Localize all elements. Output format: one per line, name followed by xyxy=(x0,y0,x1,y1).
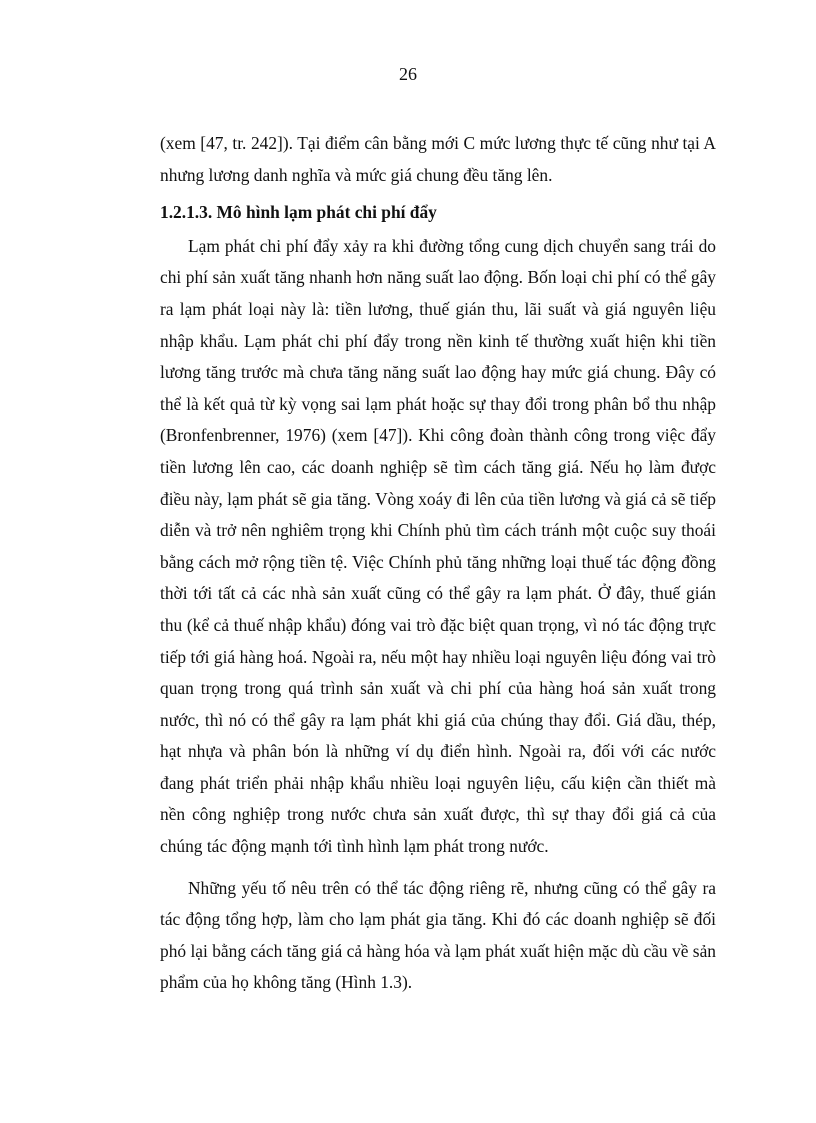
paragraph-continuation: (xem [47, tr. 242]). Tại điểm cân bằng mới C mức lương thực tế cũng như tại A nhưng lương danh nghĩa và mức giá chung đều tăng lên. xyxy=(160,133,716,185)
page-body xyxy=(160,128,716,999)
page-number: 26 xyxy=(399,64,417,84)
paragraph-cost-push: Lạm phát chi phí đẩy xảy ra khi đường tổng cung dịch chuyển sang trái do chi phí sản xuất tăng nhanh hơn năng suất lao động. Bốn loại chi phí có thể gây ra lạm phát loại này là: tiền lương, thuế gián thu, lãi suất và giá nguyên liệu nhập khẩu. Lạm phát chi phí đẩy trong nền kinh tế thường xuất hiện khi tiền lương tăng trước mà chưa tăng năng suất lao động hay mức giá chung. Đây có thể là kết quả từ kỳ vọng sai lạm phát hoặc sự thay đổi trong phân bổ thu nhập (Bronfenbrenner, 1976) (xem [47]). Khi công đoàn thành công trong việc đẩy tiền lương lên cao, các doanh nghiệp sẽ tìm cách tăng giá. Nếu họ làm được điều này, lạm phát sẽ gia tăng. Vòng xoáy đi lên của tiền lương và giá cả sẽ tiếp diễn và trở nên nghiêm trọng khi Chính phủ tìm cách tránh một cuộc suy thoái bằng cách mở rộng tiền tệ. Việc Chính phủ tăng những loại thuế tác động đồng thời tới tất cả các nhà sản xuất cũng có thể gây ra lạm phát. Ở đây, thuế gián thu (kể cả thuế nhập khẩu) đóng vai trò đặc biệt quan trọng, vì nó tác động trực tiếp tới giá hàng hoá. Ngoài ra, nếu một hay nhiều loại nguyên liệu đóng vai trò quan trọng trong quá trình sản xuất và chi phí của hàng hoá sản xuất trong nước, thì nó có thể gây ra lạm phát khi giá của chúng thay đổi. Giá dầu, thép, hạt nhựa và phân bón là những ví dụ điển hình. Ngoài ra, đối với các nước đang phát triển phải nhập khẩu nhiều loại nguyên liệu, cấu kiện cần thiết mà nền công nghiệp trong nước chưa sản xuất được, thì sự thay đổi giá cả của chúng tác động mạnh tới tình hình lạm phát trong nước. xyxy=(160,235,716,857)
paragraph-combined-effects: Những yếu tố nêu trên có thể tác động riêng rẽ, nhưng cũng có thể gây ra tác động tổng hợp, làm cho lạm phát gia tăng. Khi đó các doanh nghiệp sẽ đối phó lại bằng cách tăng giá cả hàng hóa và lạm phát xuất hiện mặc dù cầu về sản phẩm của họ không tăng (Hình 1.3). xyxy=(160,877,716,993)
section-heading: 1.2.1.3. Mô hình lạm phát chi phí đẩy xyxy=(160,202,437,223)
